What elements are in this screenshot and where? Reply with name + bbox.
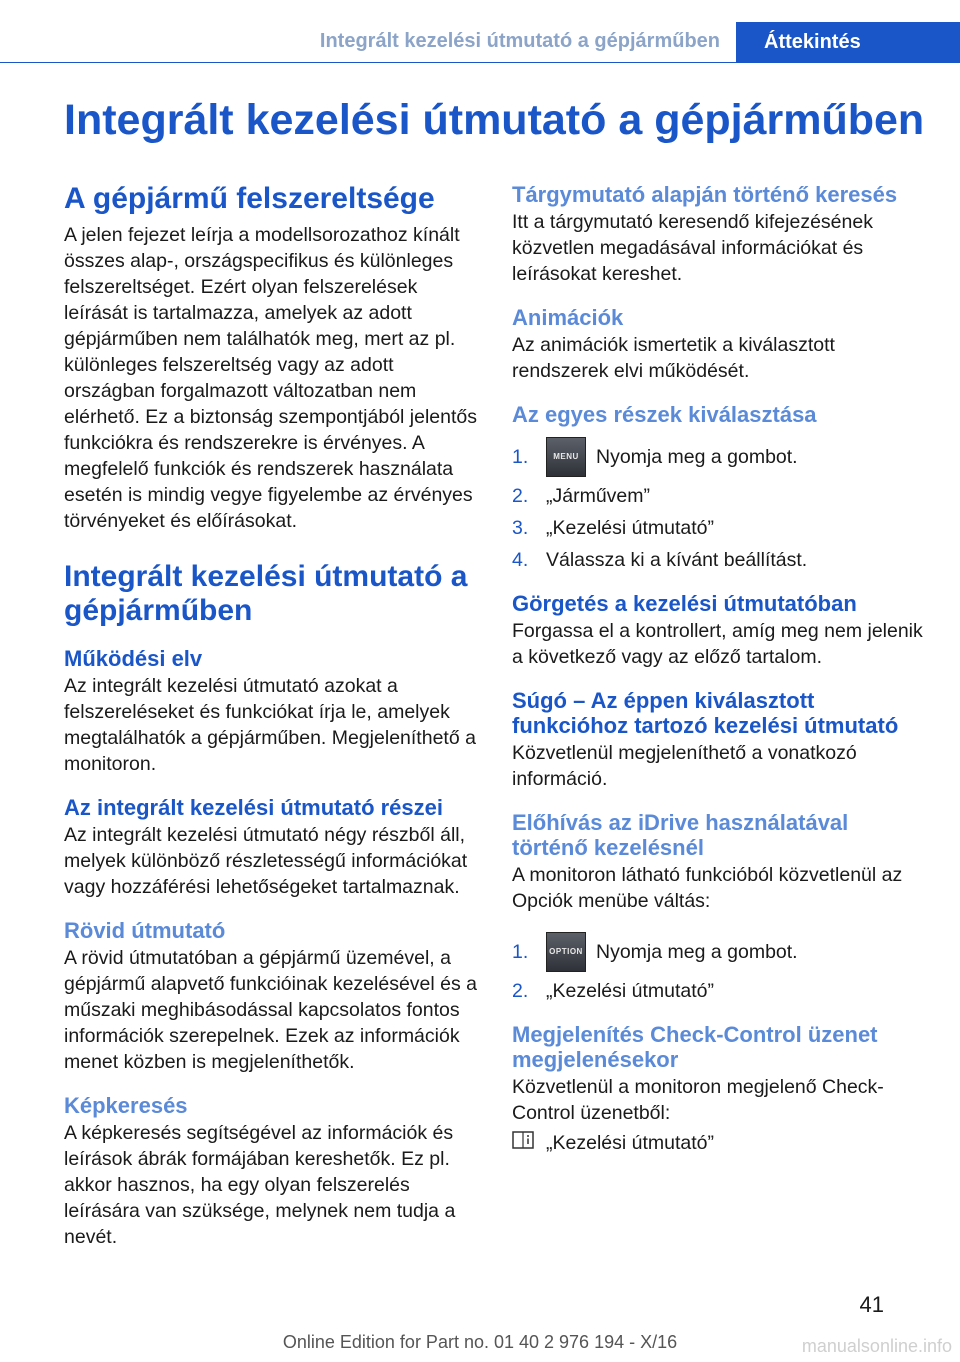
page-header <box>0 0 960 86</box>
step-number: 2. <box>512 980 529 1002</box>
left-column <box>64 182 480 1250</box>
help-text: Közvetlenül megjeleníthető a vonatkozó információ. <box>512 742 857 790</box>
list-item <box>512 932 928 972</box>
step-text: „Kezelési útmutató” <box>546 517 714 539</box>
index-search-text: Itt a tárgymutató keresendő kifejezésének közvetlen megadásával információkat és leírásokat kereshet. <box>512 211 873 285</box>
equipment-text: A jelen fejezet leírja a modellsorozathoz kínált összes alap-, országspecifikus és különleges felszereltséget. Ezért olyan felszerelések leírását is tartalmazza, amelyek az adott gépjárműben nem találhatók meg, mert az pl. különleges felszereltség vagy az adott országban forgalmazott változatban nem elérhető. Ez a biztonság szempontjából jelentős funkciókra és rendszerekre is érvényes. A megfelelő funkciók és rendszerek használata esetén is mindig vegye figyelembe az érvényes törvényeket és előírásokat. <box>64 224 478 532</box>
page-number: 41 <box>859 1292 884 1317</box>
watermark: manualsonline.info <box>801 1336 952 1356</box>
section-tab[interactable]: Áttekintés <box>736 22 960 63</box>
short-guide-heading: Rövid útmutató <box>64 918 226 943</box>
edition-footer: Online Edition for Part no. 01 40 2 976 194 - X/16 <box>282 1332 678 1352</box>
step-text: „Kezelési útmutató” <box>546 980 714 1002</box>
list-item <box>512 483 928 509</box>
right-column <box>512 182 928 1156</box>
step-number: 4. <box>512 549 529 571</box>
parts-heading: Az integrált kezelési útmutató részei <box>64 795 443 820</box>
select-parts-heading: Az egyes részek kiválasztása <box>512 402 817 427</box>
menu-button-icon: MENU <box>546 437 586 477</box>
integrated-heading: Integrált kezelési útmutató a gépjárműben <box>64 560 468 627</box>
check-control-text: Közvetlenül a monitoron megjelenő Check-Control üzenetből: <box>512 1076 884 1124</box>
short-guide-text: A rövid útmutatóban a gépjármű üzemével, a gépjármű alapvető funkcióinak kezelésével és a műszaki meghibásodással kapcsolatos fontos információk szerepelnek. Ezek az információk menet közben is megjeleníthetők. <box>64 947 477 1073</box>
step-text: Nyomja meg a gombot. <box>596 446 798 468</box>
image-search-heading: Képkeresés <box>64 1093 188 1118</box>
list-item <box>512 547 928 573</box>
manual-book-icon <box>512 1130 546 1156</box>
index-search-heading: Tárgymutató alapján történő keresés <box>512 182 898 207</box>
animations-heading: Animációk <box>512 305 624 330</box>
breadcrumb[interactable]: Integrált kezelési útmutató a gépjárműben <box>319 30 720 52</box>
option-button-icon: OPTION <box>546 932 586 972</box>
step-text: Nyomja meg a gombot. <box>596 941 798 963</box>
check-control-hint-text: „Kezelési útmutató” <box>546 1132 714 1154</box>
page-title: Integrált kezelési útmutató a gépjárműben <box>64 96 925 144</box>
step-text: Válassza ki a kívánt beállítást. <box>546 549 808 571</box>
help-heading: Súgó – Az éppen kiválasztott funkcióhoz tartozó kezelési útmutató <box>512 688 899 738</box>
principle-heading: Működési elv <box>64 646 203 671</box>
step-number: 3. <box>512 517 529 539</box>
step-text: „Járművem” <box>546 485 651 507</box>
scroll-heading: Görgetés a kezelési útmutatóban <box>512 591 857 616</box>
step-number: 1. <box>512 941 529 963</box>
check-control-hint <box>512 1130 928 1156</box>
idrive-text: A monitoron látható funkcióból közvetlenül az Opciók menübe váltás: <box>512 864 903 912</box>
idrive-heading: Előhívás az iDrive használatával történő kezelésnél <box>512 810 849 860</box>
header-rule <box>0 62 960 63</box>
scroll-text: Forgassa el a kontrollert, amíg meg nem jelenik a következő vagy az előző tartalom. <box>512 620 923 668</box>
idrive-steps-list <box>512 932 928 1004</box>
animations-text: Az animációk ismertetik a kiválasztott rendszerek elvi működését. <box>512 334 835 382</box>
list-item <box>512 515 928 541</box>
check-control-heading: Megjelenítés Check-Control üzenet megjelenésekor <box>512 1022 878 1072</box>
list-item <box>512 437 928 477</box>
select-steps-list <box>512 437 928 573</box>
step-number: 1. <box>512 446 529 468</box>
list-item <box>512 978 928 1004</box>
principle-text: Az integrált kezelési útmutató azokat a felszereléseket és funkciókat írja le, amelyek megtalálhatók a gépjárműben. Megjeleníthető a monitoron. <box>64 675 476 775</box>
image-search-text: A képkeresés segítségével az információk és leírások ábrák formájában kereshetők. Ez pl. akkor hasznos, ha egy olyan felszerelés leírására van szüksége, melynek nem tudja a nevét. <box>64 1122 456 1248</box>
parts-text: Az integrált kezelési útmutató négy részből áll, melyek különböző részletességű információkat vagy hozzáférési lehetőségeket tartalmaznak. <box>64 824 468 898</box>
equipment-heading: A gépjármű felszereltsége <box>64 182 435 215</box>
step-number: 2. <box>512 485 529 507</box>
